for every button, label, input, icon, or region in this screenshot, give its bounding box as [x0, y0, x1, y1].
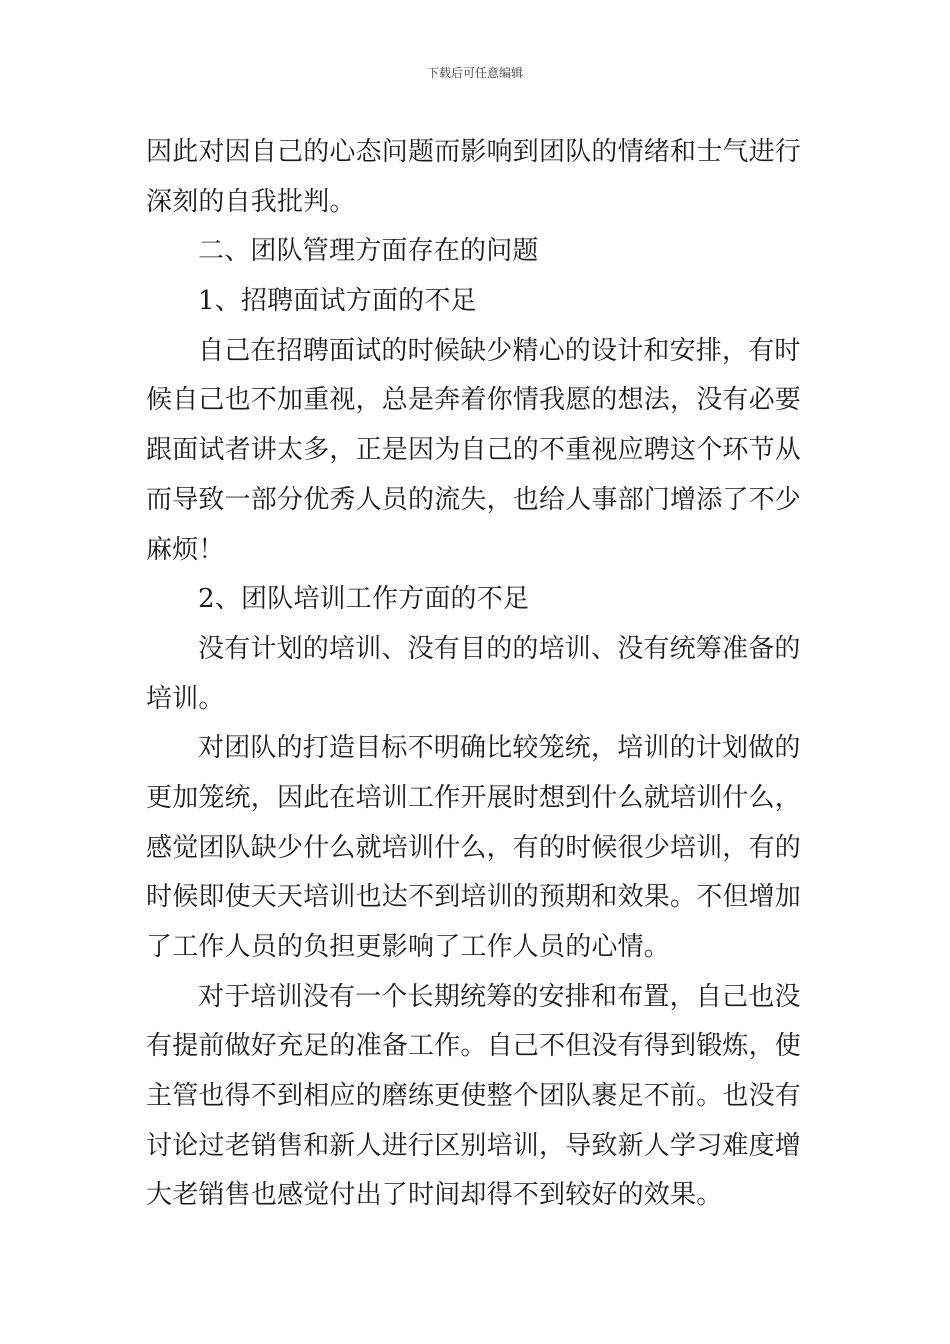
text-line: 时候即使天天培训也达不到培训的预期和效果。不但增加 [146, 882, 802, 913]
text-line: 对团队的打造目标不明确比较笼统，培训的计划做的 [198, 733, 801, 764]
text-line: 主管也得不到相应的磨练更使整个团队裹足不前。也没有 [146, 1081, 802, 1112]
text-line: 感觉团队缺少什么就培训什么，有的时候很少培训，有的 [146, 832, 802, 863]
text-line: 深刻的自我批判。 [146, 186, 356, 217]
text-line: 因此对因自己的心态问题而影响到团队的情绪和士气进行 [146, 137, 802, 167]
text-line: 没有计划的培训、没有目的的培训、没有统筹准备的 [198, 633, 801, 664]
text-line: 而导致一部分优秀人员的流失，也给人事部门增添了不少 [146, 484, 802, 515]
section-heading: 二、团队管理方面存在的问题 [198, 236, 539, 267]
document-body [146, 128, 808, 1221]
text-line: 了工作人员的负担更影响了工作人员的心情。 [146, 932, 671, 962]
text-line: 更加笼统，因此在培训工作开展时想到什么就培训什么， [146, 782, 802, 813]
text-line: 自己在招聘面试的时候缺少精心的设计和安排，有时 [198, 335, 801, 366]
text-line: 讨论过老销售和新人进行区别培训，导致新人学习难度增 [146, 1130, 802, 1161]
text-line: 大老销售也感觉付出了时间却得不到较好的效果。 [146, 1180, 723, 1211]
text-line: 有提前做好充足的准备工作。自己不但没有得到锻炼，使 [146, 1031, 802, 1062]
text-line: 培训。 [146, 683, 225, 714]
text-line: 跟面试者讲太多，正是因为自己的不重视应聘这个环节从 [146, 435, 802, 466]
text-line: 麻烦！ [146, 534, 225, 565]
text-line: 候自己也不加重视，总是奔着你情我愿的想法，没有必要 [146, 385, 802, 416]
subsection-heading: 1、招聘面试方面的不足 [198, 286, 477, 317]
page-header-note: 下载后可任意编辑 [426, 66, 523, 80]
text-line: 对于培训没有一个长期统筹的安排和布置，自己也没 [198, 981, 801, 1012]
subsection-heading: 2、团队培训工作方面的不足 [198, 584, 530, 615]
